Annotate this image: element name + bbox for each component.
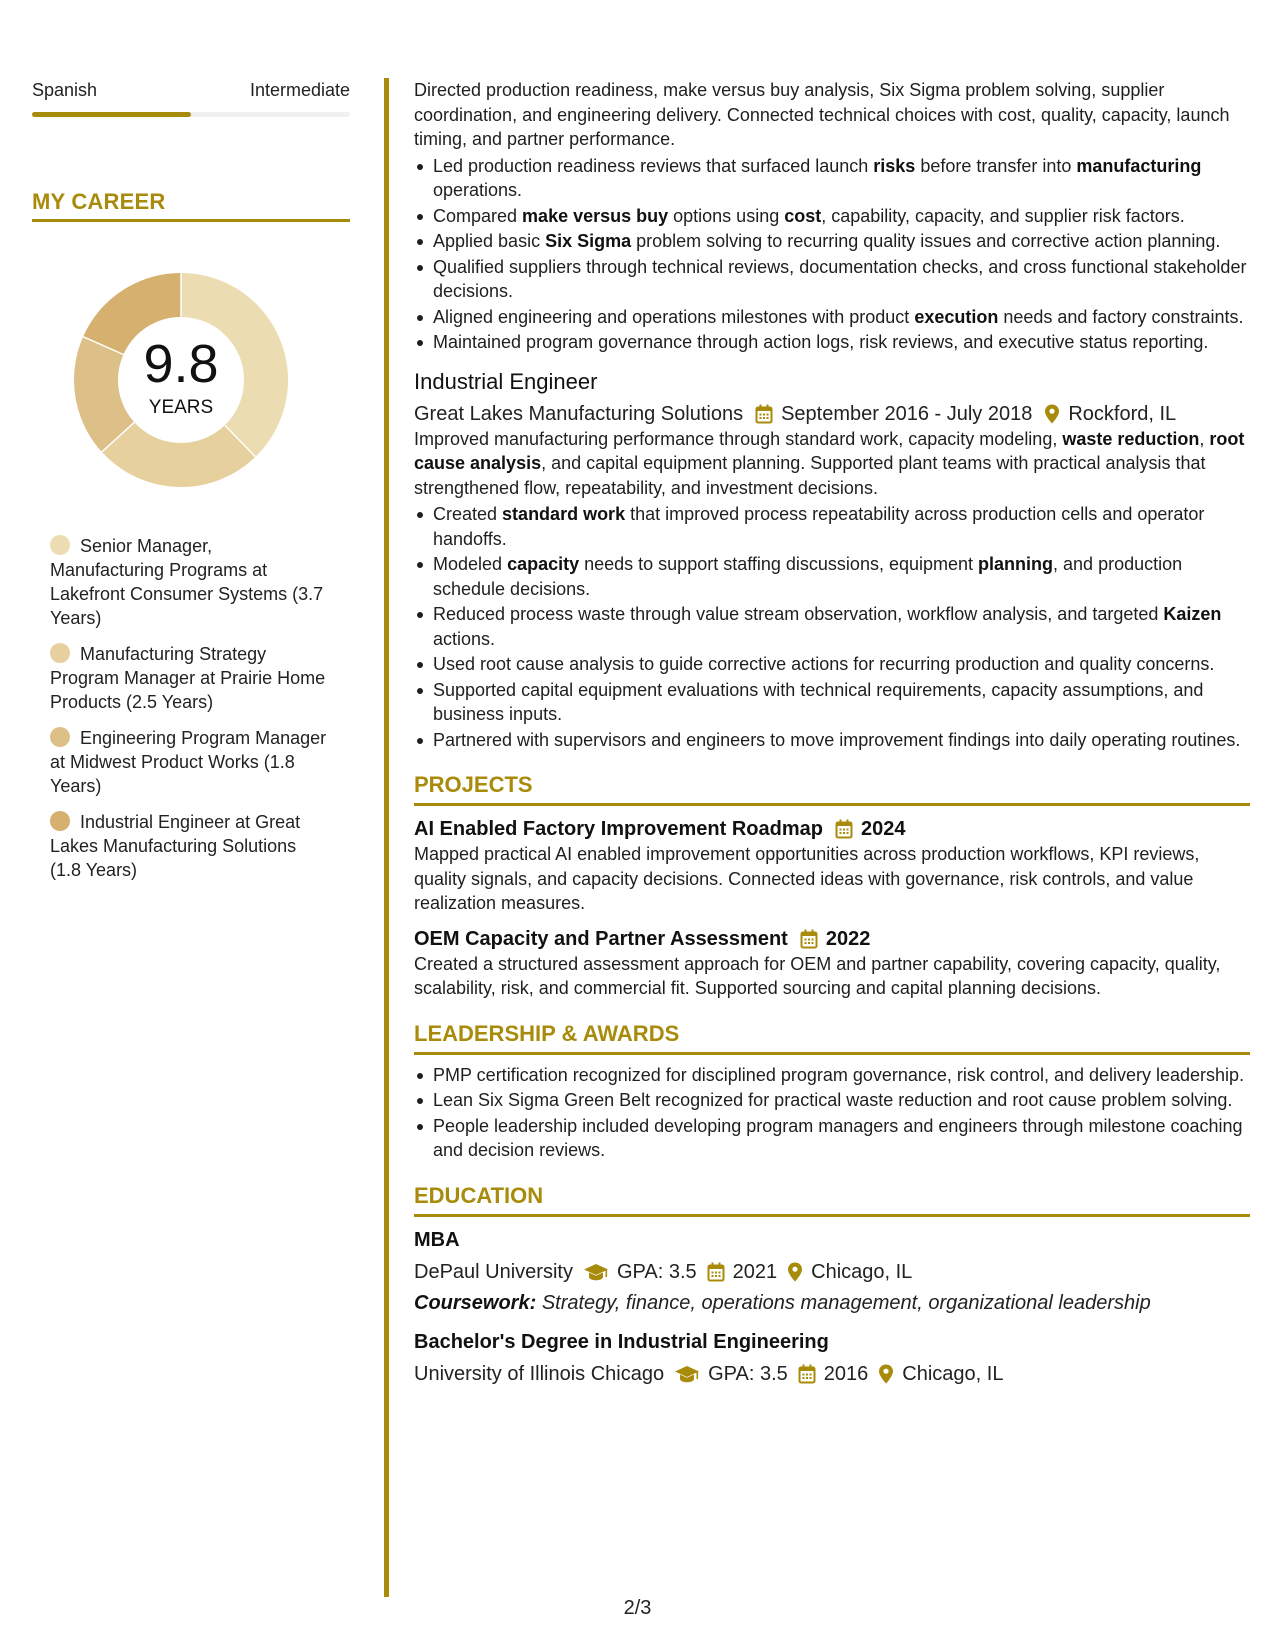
edu-degree: Bachelor's Degree in Industrial Engineering (414, 1331, 829, 1353)
calendar-icon (707, 1262, 725, 1282)
calendar-icon (800, 929, 818, 949)
job-bullet: Created standard work that improved process repeatability across production cells and operator handoffs. (414, 502, 1250, 551)
project-title-row (414, 816, 1250, 842)
donut-center (65, 264, 297, 496)
language-name: Spanish (32, 80, 98, 100)
project-item (414, 926, 1250, 1001)
career-total-unit: YEARS (148, 397, 214, 418)
edu-degree: MBA (414, 1228, 460, 1251)
awards-list (414, 1063, 1250, 1163)
education-heading: EDUCATION (414, 1182, 1250, 1217)
job-company: Great Lakes Manufacturing Solutions (414, 402, 744, 425)
project-title-row (414, 926, 1250, 952)
coursework-label: Coursework: (414, 1291, 537, 1314)
legend-label: Engineering Program Manager at Midwest Product Works (1.8 Years) (50, 728, 327, 796)
legend-dot (50, 727, 70, 747)
job-title: Industrial Engineer (414, 368, 598, 394)
graduation-cap-icon (583, 1262, 609, 1282)
legend-dot (50, 811, 70, 831)
edu-location: Chicago, IL (811, 1260, 913, 1283)
map-pin-icon (1044, 404, 1060, 424)
job-dates: September 2016 - July 2018 (781, 402, 1033, 425)
project-year: 2024 (860, 818, 906, 840)
project-title: OEM Capacity and Partner Assessment (414, 927, 788, 950)
language-proficiency-fill (32, 112, 191, 117)
edu-gpa: GPA: 3.5 (708, 1363, 788, 1385)
job-bullet: Modeled capacity needs to support staffing discussions, equipment planning, and production schedule decisions. (414, 552, 1250, 601)
job-bullet: Used root cause analysis to guide corrective actions for recurring production and quality concerns. (414, 652, 1250, 677)
edu-gpa: GPA: 3.5 (616, 1260, 697, 1283)
career-total-years: 9.8 (143, 334, 219, 394)
legend-label: Industrial Engineer at Great Lakes Manufacturing Solutions (1.8 Years) (50, 812, 301, 880)
coursework-text: Strategy, finance, operations management, organizational leadership (541, 1291, 1151, 1314)
education-item (414, 1227, 1250, 1316)
job-meta (414, 401, 1250, 427)
legend-label: Manufacturing Strategy Program Manager at Prairie Home Products (2.5 Years) (50, 644, 326, 712)
prev-job-bullets (414, 154, 1250, 355)
job-bullet: Supported capital equipment evaluations with technical requirements, capacity assumptions, and business inputs. (414, 678, 1250, 727)
prev-job-summary: Directed production readiness, make versus buy analysis, Six Sigma problem solving, supplier coordination, and engineering delivery. Connected technical choices with cost, quality, capacity, launch timing, and partner performance. (414, 80, 1230, 149)
job-summary: Improved manufacturing performance through standard work, capacity modeling, waste reduction, root cause analysis, and capital equipment planning. Supported plant teams with practical analysis that strengthened flow, repeatability, and investment decisions. (414, 428, 1245, 498)
job-bullets (414, 502, 1250, 752)
legend-dot (50, 643, 70, 663)
projects-heading: PROJECTS (414, 771, 1250, 806)
prev-job-bullet: Applied basic Six Sigma problem solving to recurring quality issues and corrective action planning. (414, 229, 1250, 254)
edu-meta (414, 1259, 1250, 1285)
legend-item (50, 810, 330, 882)
legend-item (50, 534, 330, 630)
awards-heading: LEADERSHIP & AWARDS (414, 1020, 1250, 1055)
language-proficiency-bar (32, 112, 350, 117)
sidebar (32, 80, 350, 894)
job-bullet: Partnered with supervisors and engineers to move improvement findings into daily operating routines. (414, 728, 1250, 753)
map-pin-icon (878, 1364, 894, 1384)
edu-year: 2021 (732, 1260, 778, 1283)
project-item (414, 816, 1250, 916)
edu-school: University of Illinois Chicago (414, 1363, 665, 1385)
prev-job-bullet: Led production readiness reviews that surfaced launch risks before transfer into manufacturing operations. (414, 154, 1250, 203)
career-legend (50, 534, 330, 882)
legend-item (50, 642, 330, 714)
prev-job-bullet: Compared make versus buy options using cost, capability, capacity, and supplier risk factors. (414, 204, 1250, 229)
award-item: PMP certification recognized for disciplined program governance, risk control, and delivery leadership. (414, 1063, 1250, 1088)
prev-job-bullet: Qualified suppliers through technical reviews, documentation checks, and cross functional stakeholder decisions. (414, 255, 1250, 304)
calendar-icon (755, 404, 773, 424)
education-item (414, 1329, 1250, 1387)
career-heading: MY CAREER (32, 189, 350, 222)
prev-job-bullet: Aligned engineering and operations milestones with product execution needs and factory constraints. (414, 305, 1250, 330)
edu-year: 2016 (823, 1363, 869, 1385)
career-donut-chart (65, 264, 297, 496)
job-bullet: Reduced process waste through value stream observation, workflow analysis, and targeted Kaizen actions. (414, 602, 1250, 651)
legend-label: Senior Manager, Manufacturing Programs at Lakefront Consumer Systems (3.7 Years) (50, 536, 324, 628)
main-content (414, 78, 1250, 1387)
legend-dot (50, 535, 70, 555)
vertical-divider (384, 78, 389, 1597)
graduation-cap-icon (674, 1364, 700, 1384)
calendar-icon (835, 819, 853, 839)
edu-coursework (414, 1291, 1250, 1316)
edu-school: DePaul University (414, 1260, 573, 1283)
award-item: People leadership included developing program managers and engineers through milestone coaching and decision reviews. (414, 1114, 1250, 1163)
calendar-icon (798, 1364, 816, 1384)
page-number: 2/3 (623, 1597, 652, 1619)
project-description: Created a structured assessment approach for OEM and partner capability, covering capacity, quality, scalability, risk, and commercial fit. Supported sourcing and capital planning decisions. (414, 953, 1221, 998)
award-item: Lean Six Sigma Green Belt recognized for practical waste reduction and root cause problem solving. (414, 1088, 1250, 1113)
language-level: Intermediate (249, 80, 350, 100)
prev-job-bullet: Maintained program governance through action logs, risk reviews, and executive status reporting. (414, 330, 1250, 355)
edu-location: Chicago, IL (902, 1363, 1004, 1385)
project-description: Mapped practical AI enabled improvement opportunities across production workflows, KPI reviews, quality signals, and capacity decisions. Connected ideas with governance, risk controls, and value realization measures. (414, 844, 1200, 913)
edu-meta (414, 1361, 1250, 1387)
project-title: AI Enabled Factory Improvement Roadmap (414, 818, 823, 840)
legend-item (50, 726, 330, 798)
project-year: 2022 (825, 927, 871, 950)
map-pin-icon (787, 1262, 803, 1282)
job-location: Rockford, IL (1068, 402, 1177, 425)
language-row (32, 80, 350, 101)
